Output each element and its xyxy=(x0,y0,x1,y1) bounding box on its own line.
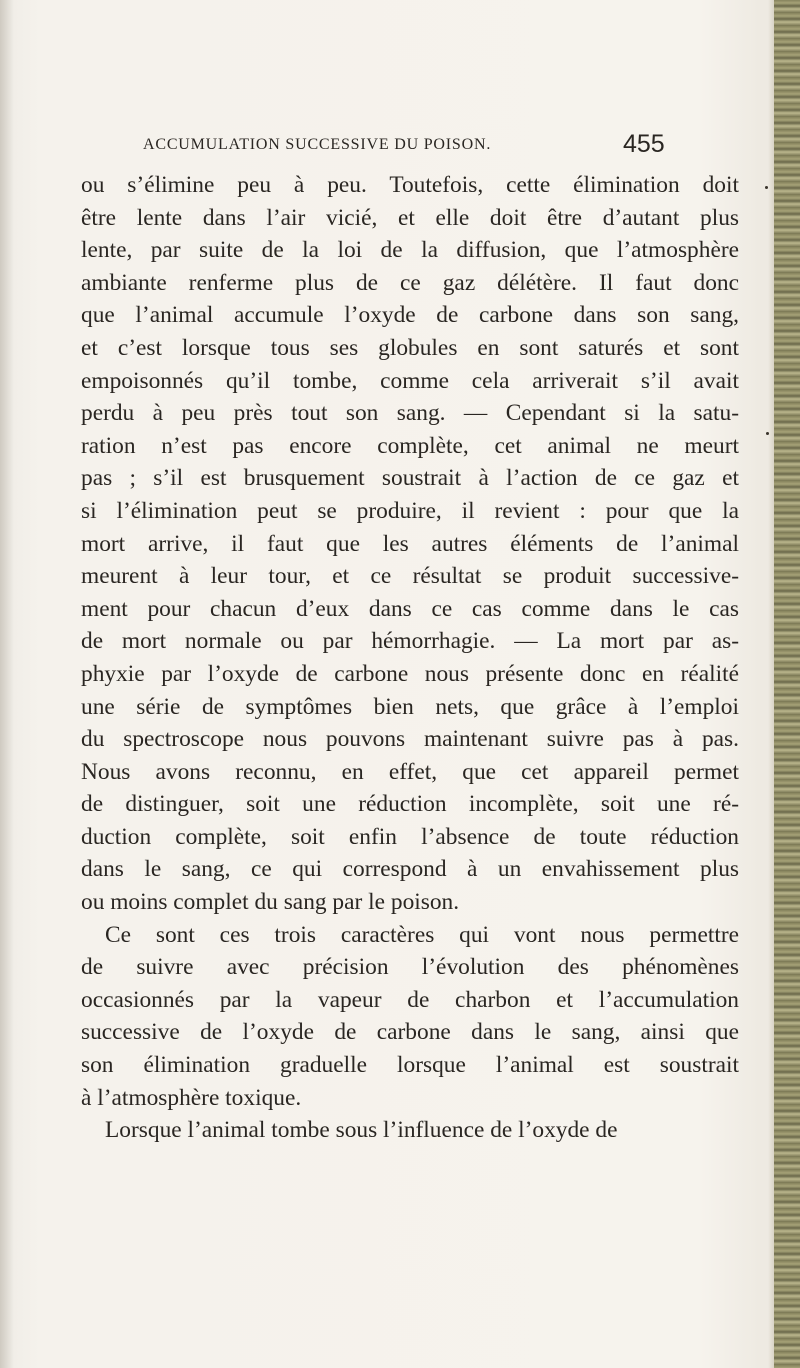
text-line: ration n’est pas encore complète, cet animal ne meurt xyxy=(81,432,739,459)
text-line: du spectroscope nous pouvons maintenant suivre pas à pas. xyxy=(81,726,739,753)
text-line: son élimination graduelle lorsque l’animal est soustrait xyxy=(81,1052,739,1079)
running-title: ACCUMULATION SUCCESSIVE DU POISON. xyxy=(143,136,492,153)
text-line: meurent à leur tour, et ce résultat se produit successive- xyxy=(81,563,739,590)
text-line: empoisonnés qu’il tombe, comme cela arriverait s’il avait xyxy=(81,367,739,394)
running-header xyxy=(143,130,665,164)
text-line: à l’atmosphère toxique. xyxy=(81,1084,302,1111)
text-line: Lorsque l’animal tombe sous l’influence de l’oxyde de xyxy=(105,1117,618,1144)
text-line: de suivre avec précision l’évolution des phénomènes xyxy=(81,954,739,981)
text-line: pas ; s’il est brusquement soustrait à l’action de ce gaz et xyxy=(81,465,739,492)
text-line: de distinguer, soit une réduction incomplète, soit une ré- xyxy=(81,791,739,818)
text-line: duction complète, soit enfin l’absence de toute réduction xyxy=(81,823,739,850)
page-number: 455 xyxy=(623,130,665,158)
body-text xyxy=(81,169,739,1147)
text-line: si l’élimination peut se produire, il revient : pour que la xyxy=(81,497,739,524)
text-line: phyxie par l’oxyde de carbone nous présente donc en réalité xyxy=(81,660,739,687)
text-line: que l’animal accumule l’oxyde de carbone dans son sang, xyxy=(81,302,739,329)
text-line: dans le sang, ce qui correspond à un envahissement plus xyxy=(81,856,739,883)
text-line: perdu à peu près tout son sang. — Cependant si la satu- xyxy=(81,400,739,427)
text-line: lente, par suite de la loi de la diffusion, que l’atmosphère xyxy=(81,237,739,264)
text-line: une série de symptômes bien nets, que grâce à l’emploi xyxy=(81,693,739,720)
page-edge-binding xyxy=(774,0,800,1368)
text-line: mort arrive, il faut que les autres éléments de l’animal xyxy=(81,530,739,557)
paper-speck xyxy=(766,432,769,435)
text-line: ment pour chacun d’eux dans ce cas comme dans le cas xyxy=(81,595,739,622)
page-gutter-shadow xyxy=(0,0,14,1368)
text-line: ou moins complet du sang par le poison. xyxy=(81,889,460,916)
text-line: Nous avons reconnu, en effet, que cet appareil permet xyxy=(81,758,739,785)
text-line: successive de l’oxyde de carbone dans le sang, ainsi que xyxy=(81,1019,739,1046)
paper-speck xyxy=(765,186,768,189)
text-line: de mort normale ou par hémorrhagie. — La mort par as- xyxy=(81,628,739,655)
text-line: occasionnés par la vapeur de charbon et l’accumulation xyxy=(81,986,739,1013)
text-line: ou s’élimine peu à peu. Toutefois, cette élimination doit xyxy=(81,172,739,198)
text-line: Ce sont ces trois caractères qui vont nous permettre xyxy=(105,921,739,948)
text-line: ambiante renferme plus de ce gaz délétère. Il faut donc xyxy=(81,269,739,296)
text-line: et c’est lorsque tous ses globules en sont saturés et sont xyxy=(81,334,739,361)
text-line: être lente dans l’air vicié, et elle doit être d’autant plus xyxy=(81,204,739,231)
